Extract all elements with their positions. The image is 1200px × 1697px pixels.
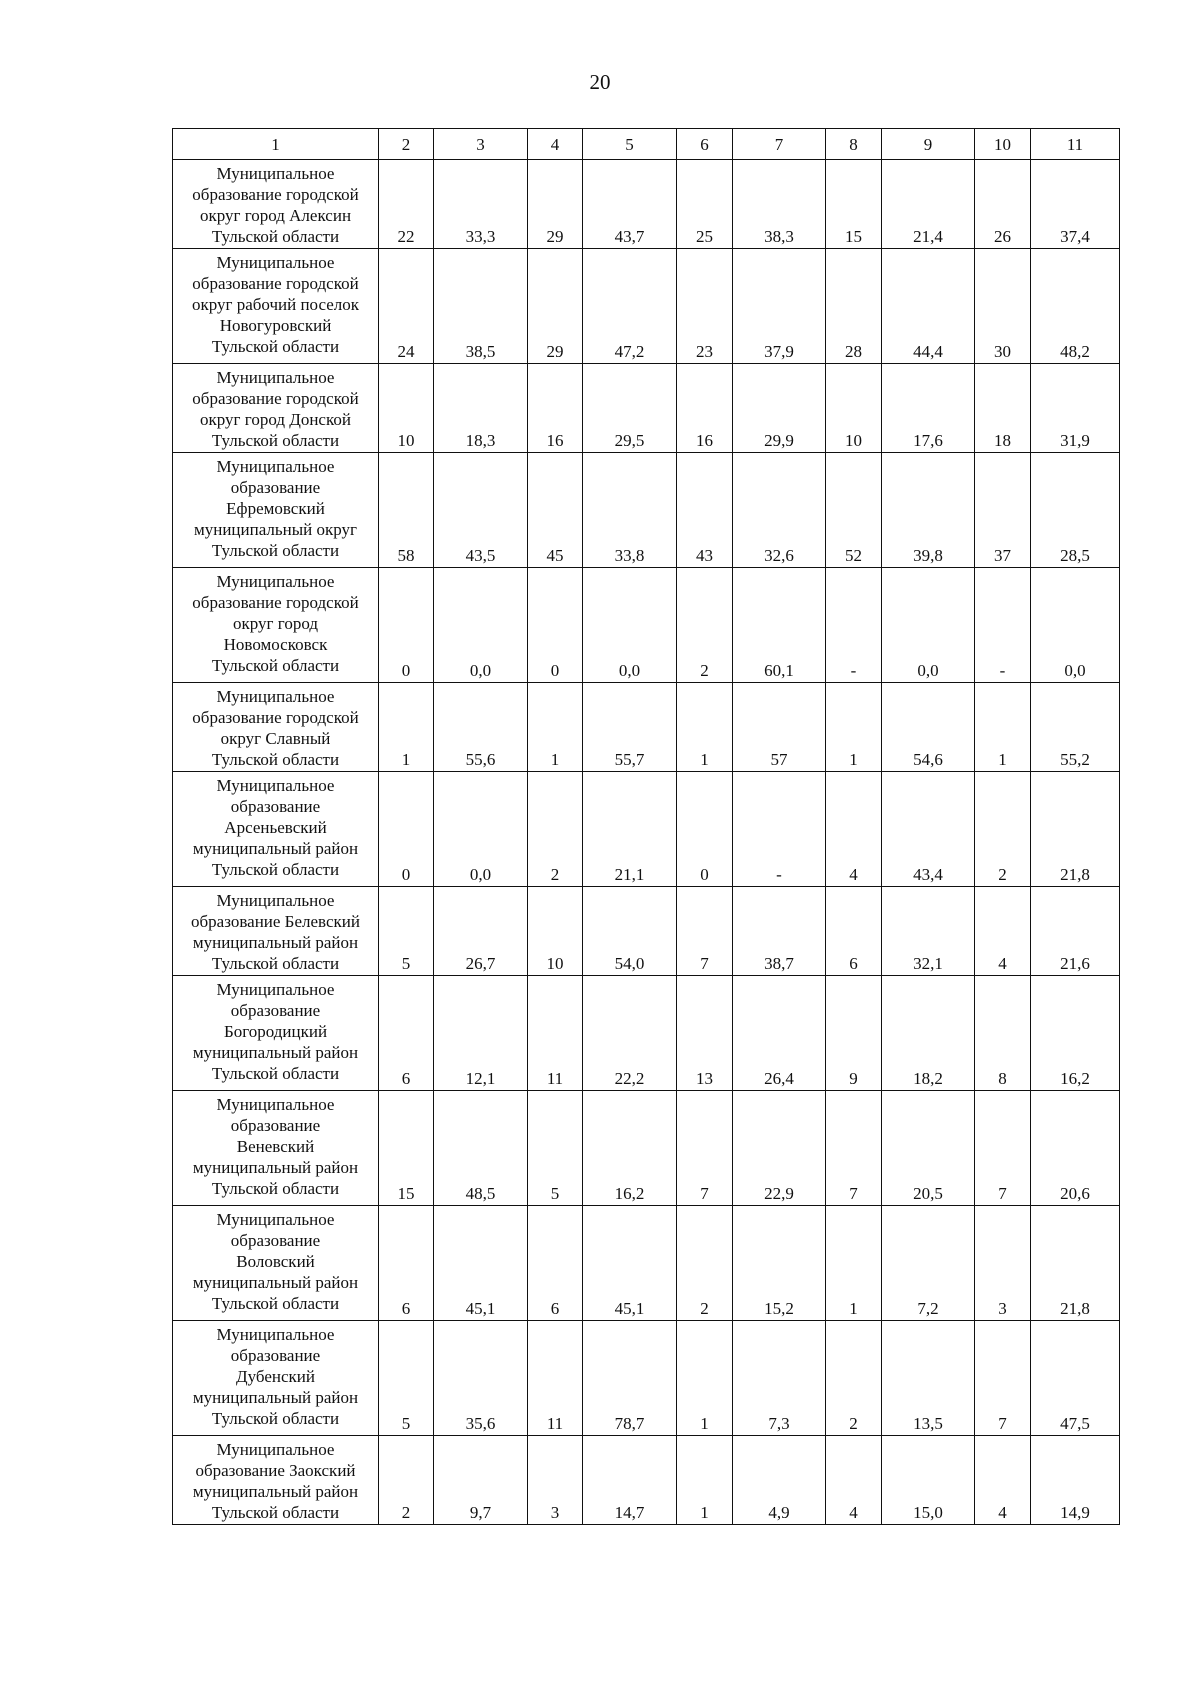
municipality-name-line: Арсеньевский [224,818,327,837]
municipality-name-line: Муниципальное [216,368,335,387]
value-cell-col-7: 60,1 [733,568,826,683]
value-cell-col-11: 37,4 [1031,160,1120,249]
municipality-name-line: Муниципальное [216,891,335,910]
value-cell-col-10: 7 [975,1321,1031,1436]
value-cell-col-9: 43,4 [882,772,975,887]
column-header-6: 6 [677,129,733,160]
value-cell-col-2: 24 [379,249,434,364]
municipality-name-cell [173,683,379,772]
value-cell-col-11: 28,5 [1031,453,1120,568]
value-cell-col-5: 22,2 [583,976,677,1091]
value-cell-col-7: 15,2 [733,1206,826,1321]
table-row [173,364,1120,453]
value-cell-col-4: 16 [528,364,583,453]
value-cell-col-11: 21,8 [1031,772,1120,887]
table-row [173,568,1120,683]
value-cell-col-5: 16,2 [583,1091,677,1206]
value-cell-col-11: 21,6 [1031,887,1120,976]
value-cell-col-7: 22,9 [733,1091,826,1206]
value-cell-col-8: 52 [826,453,882,568]
municipality-name-line: Воловский [236,1252,315,1271]
municipality-name-line: образование [230,1001,321,1020]
value-cell-col-3: 26,7 [434,887,528,976]
value-cell-col-5: 33,8 [583,453,677,568]
value-cell-col-9: 39,8 [882,453,975,568]
municipality-name-line: образование [230,1346,321,1365]
value-cell-col-4: 0 [528,568,583,683]
value-cell-col-5: 14,7 [583,1436,677,1525]
value-cell-col-6: 2 [677,568,733,683]
value-cell-col-2: 6 [379,1206,434,1321]
value-cell-col-4: 11 [528,976,583,1091]
municipality-name-line: муниципальный район [192,1158,359,1177]
municipality-name-line: Муниципальное [216,687,335,706]
value-cell-col-6: 16 [677,364,733,453]
municipality-name-line: муниципальный район [192,1388,359,1407]
value-cell-col-7: 57 [733,683,826,772]
municipality-name-line: Тульской области [211,541,340,560]
value-cell-col-10: 4 [975,1436,1031,1525]
table-row [173,1436,1120,1525]
municipality-name-line: образование [230,478,321,497]
municipality-name-line: Тульской области [211,227,340,246]
municipality-name-cell [173,1436,379,1525]
column-header-3: 3 [434,129,528,160]
value-cell-col-3: 33,3 [434,160,528,249]
value-cell-col-8: 1 [826,1206,882,1321]
municipality-name-line: муниципальный район [192,1273,359,1292]
value-cell-col-10: 26 [975,160,1031,249]
municipality-name-line: муниципальный район [192,839,359,858]
value-cell-col-6: 25 [677,160,733,249]
column-header-7: 7 [733,129,826,160]
municipality-name-line: Муниципальное [216,1210,335,1229]
municipality-name-line: Муниципальное [216,1325,335,1344]
municipality-name-line: муниципальный район [192,933,359,952]
municipality-name-line: Тульской области [211,860,340,879]
table-row [173,1206,1120,1321]
municipality-name-cell [173,568,379,683]
municipality-name-line: Тульской области [211,656,340,675]
value-cell-col-3: 0,0 [434,568,528,683]
value-cell-col-8: - [826,568,882,683]
value-cell-col-6: 1 [677,1436,733,1525]
value-cell-col-8: 4 [826,772,882,887]
municipality-name-line: Ефремовский [226,499,325,518]
column-header-11: 11 [1031,129,1120,160]
table-row [173,772,1120,887]
table-header-row [173,129,1120,160]
value-cell-col-10: - [975,568,1031,683]
value-cell-col-5: 78,7 [583,1321,677,1436]
municipality-name-line: образование Заокский [195,1461,356,1480]
column-header-2: 2 [379,129,434,160]
value-cell-col-4: 6 [528,1206,583,1321]
value-cell-col-7: 4,9 [733,1436,826,1525]
value-cell-col-6: 7 [677,1091,733,1206]
municipality-name-line: Веневский [236,1137,315,1156]
municipality-name-cell [173,364,379,453]
value-cell-col-5: 29,5 [583,364,677,453]
value-cell-col-7: 32,6 [733,453,826,568]
value-cell-col-5: 0,0 [583,568,677,683]
value-cell-col-5: 45,1 [583,1206,677,1321]
municipality-name-line: образование городской [192,593,359,612]
municipality-name-line: округ Славный [220,729,331,748]
value-cell-col-3: 12,1 [434,976,528,1091]
value-cell-col-8: 2 [826,1321,882,1436]
value-cell-col-8: 1 [826,683,882,772]
municipality-name-cell [173,160,379,249]
value-cell-col-3: 38,5 [434,249,528,364]
value-cell-col-2: 1 [379,683,434,772]
municipality-name-line: Тульской области [211,1064,340,1083]
municipality-name-line: Муниципальное [216,776,335,795]
column-header-8: 8 [826,129,882,160]
value-cell-col-7: 38,7 [733,887,826,976]
municipality-name-line: Тульской области [211,750,340,769]
municipality-name-line: образование Белевский [191,912,360,931]
value-cell-col-2: 6 [379,976,434,1091]
table-row [173,1091,1120,1206]
municipality-name-line: Тульской области [211,1294,340,1313]
value-cell-col-7: 37,9 [733,249,826,364]
value-cell-col-11: 47,5 [1031,1321,1120,1436]
value-cell-col-10: 18 [975,364,1031,453]
municipality-name-line: образование городской [192,274,359,293]
value-cell-col-6: 7 [677,887,733,976]
value-cell-col-3: 55,6 [434,683,528,772]
value-cell-col-10: 37 [975,453,1031,568]
municipality-name-line: муниципальный округ [193,520,358,539]
value-cell-col-11: 48,2 [1031,249,1120,364]
column-header-9: 9 [882,129,975,160]
municipality-name-cell [173,887,379,976]
value-cell-col-10: 30 [975,249,1031,364]
value-cell-col-4: 45 [528,453,583,568]
value-cell-col-9: 18,2 [882,976,975,1091]
column-header-4: 4 [528,129,583,160]
value-cell-col-2: 5 [379,887,434,976]
municipality-name-cell [173,976,379,1091]
data-table [172,128,1120,1525]
municipality-name-line: округ город Донской [200,410,351,429]
column-header-5: 5 [583,129,677,160]
municipality-name-cell [173,1321,379,1436]
value-cell-col-4: 5 [528,1091,583,1206]
table-row [173,453,1120,568]
municipality-name-line: Муниципальное [216,164,335,183]
municipality-name-line: Муниципальное [216,980,335,999]
column-header-10: 10 [975,129,1031,160]
value-cell-col-10: 8 [975,976,1031,1091]
value-cell-col-4: 3 [528,1436,583,1525]
municipality-name-cell [173,772,379,887]
value-cell-col-10: 7 [975,1091,1031,1206]
value-cell-col-2: 0 [379,772,434,887]
value-cell-col-8: 10 [826,364,882,453]
municipality-name-line: Новогуровский [219,316,332,335]
value-cell-col-8: 4 [826,1436,882,1525]
value-cell-col-8: 15 [826,160,882,249]
value-cell-col-11: 31,9 [1031,364,1120,453]
municipality-name-line: округ город [233,614,318,633]
value-cell-col-6: 23 [677,249,733,364]
value-cell-col-7: 7,3 [733,1321,826,1436]
value-cell-col-7: - [733,772,826,887]
municipality-name-line: Тульской области [211,337,340,356]
municipality-name-line: Тульской области [211,1503,340,1522]
municipality-name-cell [173,1206,379,1321]
value-cell-col-2: 0 [379,568,434,683]
municipality-name-cell [173,453,379,568]
column-header-1: 1 [173,129,379,160]
value-cell-col-6: 1 [677,683,733,772]
value-cell-col-7: 38,3 [733,160,826,249]
municipality-name-line: Муниципальное [216,572,335,591]
value-cell-col-3: 48,5 [434,1091,528,1206]
value-cell-col-2: 2 [379,1436,434,1525]
value-cell-col-8: 28 [826,249,882,364]
page-number: 20 [589,70,611,94]
value-cell-col-5: 54,0 [583,887,677,976]
value-cell-col-6: 2 [677,1206,733,1321]
value-cell-col-4: 11 [528,1321,583,1436]
municipality-name-cell [173,249,379,364]
value-cell-col-9: 7,2 [882,1206,975,1321]
value-cell-col-8: 6 [826,887,882,976]
value-cell-col-2: 10 [379,364,434,453]
value-cell-col-6: 1 [677,1321,733,1436]
value-cell-col-2: 22 [379,160,434,249]
value-cell-col-9: 13,5 [882,1321,975,1436]
value-cell-col-3: 0,0 [434,772,528,887]
value-cell-col-10: 3 [975,1206,1031,1321]
municipality-name-line: Тульской области [211,431,340,450]
value-cell-col-9: 20,5 [882,1091,975,1206]
municipality-name-line: Новомосковск [223,635,328,654]
value-cell-col-11: 21,8 [1031,1206,1120,1321]
municipality-name-line: Тульской области [211,1179,340,1198]
municipality-name-cell [173,1091,379,1206]
table-row [173,160,1120,249]
municipality-name-line: образование [230,797,321,816]
value-cell-col-5: 47,2 [583,249,677,364]
value-cell-col-3: 43,5 [434,453,528,568]
value-cell-col-5: 21,1 [583,772,677,887]
value-cell-col-3: 9,7 [434,1436,528,1525]
table-row [173,976,1120,1091]
value-cell-col-4: 1 [528,683,583,772]
value-cell-col-9: 54,6 [882,683,975,772]
value-cell-col-9: 32,1 [882,887,975,976]
table-row [173,683,1120,772]
municipality-name-line: образование городской [192,708,359,727]
value-cell-col-10: 1 [975,683,1031,772]
value-cell-col-3: 35,6 [434,1321,528,1436]
value-cell-col-2: 58 [379,453,434,568]
value-cell-col-8: 7 [826,1091,882,1206]
value-cell-col-4: 10 [528,887,583,976]
value-cell-col-6: 0 [677,772,733,887]
municipality-name-line: муниципальный район [192,1482,359,1501]
value-cell-col-5: 55,7 [583,683,677,772]
municipality-name-line: округ город Алексин [199,206,352,225]
municipality-name-line: образование [230,1231,321,1250]
municipality-name-line: Муниципальное [216,457,335,476]
value-cell-col-11: 20,6 [1031,1091,1120,1206]
value-cell-col-9: 21,4 [882,160,975,249]
municipality-name-line: Муниципальное [216,1440,335,1459]
table-row [173,1321,1120,1436]
value-cell-col-2: 15 [379,1091,434,1206]
value-cell-col-9: 44,4 [882,249,975,364]
value-cell-col-6: 13 [677,976,733,1091]
municipality-name-line: Тульской области [211,954,340,973]
municipality-name-line: образование городской [192,389,359,408]
municipality-name-line: Муниципальное [216,1095,335,1114]
value-cell-col-7: 26,4 [733,976,826,1091]
value-cell-col-7: 29,9 [733,364,826,453]
value-cell-col-10: 4 [975,887,1031,976]
value-cell-col-8: 9 [826,976,882,1091]
municipality-name-line: образование городской [192,185,359,204]
value-cell-col-4: 2 [528,772,583,887]
municipality-name-line: округ рабочий поселок [191,295,360,314]
value-cell-col-5: 43,7 [583,160,677,249]
value-cell-col-9: 17,6 [882,364,975,453]
value-cell-col-6: 43 [677,453,733,568]
table-row [173,249,1120,364]
municipality-name-line: муниципальный район [192,1043,359,1062]
value-cell-col-10: 2 [975,772,1031,887]
table-body [173,160,1120,1525]
value-cell-col-11: 14,9 [1031,1436,1120,1525]
municipality-name-line: Дубенский [236,1367,315,1386]
value-cell-col-2: 5 [379,1321,434,1436]
value-cell-col-9: 15,0 [882,1436,975,1525]
value-cell-col-3: 18,3 [434,364,528,453]
municipality-name-line: образование [230,1116,321,1135]
value-cell-col-3: 45,1 [434,1206,528,1321]
table-row [173,887,1120,976]
value-cell-col-11: 55,2 [1031,683,1120,772]
municipality-name-line: Тульской области [211,1409,340,1428]
municipality-name-line: Богородицкий [223,1022,328,1041]
municipality-name-line: Муниципальное [216,253,335,272]
value-cell-col-9: 0,0 [882,568,975,683]
value-cell-col-11: 16,2 [1031,976,1120,1091]
value-cell-col-4: 29 [528,160,583,249]
value-cell-col-4: 29 [528,249,583,364]
value-cell-col-11: 0,0 [1031,568,1120,683]
